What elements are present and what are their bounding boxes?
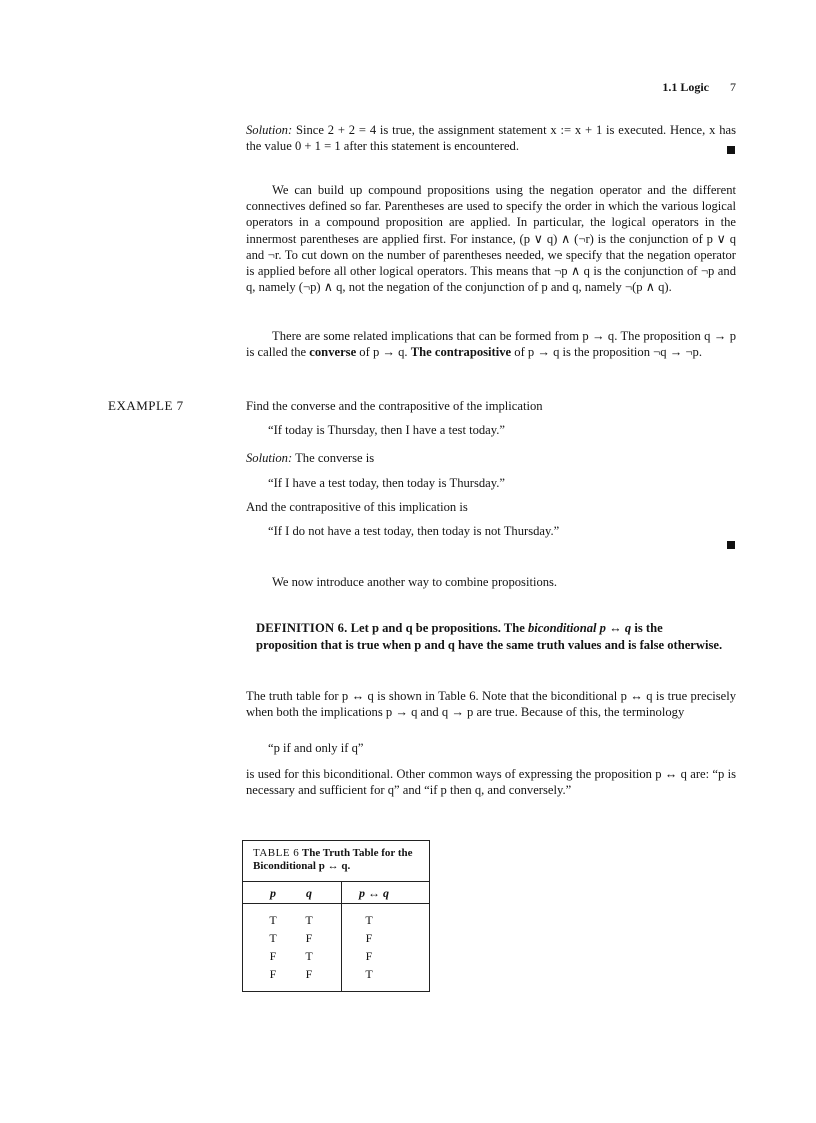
- paragraph-converse-contrapositive: There are some related implications that can be formed from p → q. The proposition q → p is called the converse of p → q. The contrapositive of p → q is the proposition ¬q → ¬p.: [246, 329, 736, 360]
- definition-6: DEFINITION 6. Let p and q be propositions. The biconditional p ↔ q is the proposition that is true when p and q have the same truth values and is false otherwise.: [256, 621, 723, 652]
- table-cell: T: [269, 913, 277, 927]
- table-cell: F: [365, 949, 373, 963]
- paragraph-common-ways: is used for this biconditional. Other common ways of expressing the proposition p ↔ q are: “p is necessary and sufficient for q” and “if p then q, and conversely.”: [246, 767, 736, 798]
- example-solution: [246, 450, 736, 466]
- table-6: [242, 840, 430, 992]
- contrapositive-intro: And the contrapositive of this implication is: [246, 499, 468, 514]
- end-of-example-mark: [727, 541, 735, 549]
- example-quote: “If today is Thursday, then I have a test today.”: [268, 423, 505, 438]
- table-cell: T: [365, 967, 373, 981]
- table-rule-top: [243, 881, 429, 882]
- section-title: 1.1 Logic: [662, 80, 709, 94]
- table-cell: T: [305, 949, 313, 963]
- table-rule-vertical: [341, 881, 342, 991]
- paragraph-truth-table: The truth table for p ↔ q is shown in Table 6. Note that the biconditional p ↔ q is true precisely when both the implications p → q and q → p are true. Because of this, the terminology: [246, 689, 736, 720]
- example-prompt: Find the converse and the contrapositive of the implication: [246, 399, 543, 413]
- paragraph-compound-propositions: We can build up compound propositions using the negation operator and the different connectives defined so far. Parentheses are used to specify the order in which the various logical operators in a compound proposition are applied. In particular, the logical operators in the innermost parentheses are applied first. For instance, (p ∨ q) ∧ (¬r) is the conjunction of p ∨ q and ¬r. To cut down on the number of parentheses needed, we specify that the negation operator is applied before all other logical operators. This means that ¬p ∧ q is the conjunction of ¬p and q, namely (¬p) ∧ q, not the negation of the conjunction of p and q, namely ¬(p ∧ q).: [246, 183, 736, 295]
- table-cell: T: [269, 931, 277, 945]
- term-contrapositive: The contrapositive: [410, 345, 512, 360]
- contrapositive-quote: “If I do not have a test today, then today is not Thursday.”: [268, 524, 560, 539]
- solution-label: Solution:: [246, 123, 293, 137]
- header-q: q: [306, 886, 312, 900]
- table-cell: F: [269, 949, 277, 963]
- quote-if-and-only-if: “p if and only if q”: [268, 741, 364, 755]
- page-number: 7: [730, 80, 736, 94]
- table-label: TABLE 6: [253, 847, 300, 859]
- end-of-solution-mark: [727, 146, 735, 154]
- table-caption: [243, 841, 429, 873]
- table-cell: F: [305, 967, 313, 981]
- solution-example-6: [246, 122, 736, 156]
- table-cell: F: [269, 967, 277, 981]
- running-header: [662, 80, 736, 95]
- table-caption-text: The Truth Table for the Biconditional p ↔ q.: [253, 847, 413, 872]
- solution-text: Since 2 + 2 = 4 is true, the assignment statement x := x + 1 is executed. Hence, x has the value 0 + 1 = 1 after this statement is encountered.: [246, 123, 736, 154]
- example-7-body: [246, 398, 736, 539]
- term-converse: converse: [309, 345, 357, 360]
- solution-label: Solution:: [246, 451, 293, 466]
- converse-quote: “If I have a test today, then today is Thursday.”: [268, 475, 505, 490]
- definition-term: biconditional p ↔ q: [527, 621, 632, 635]
- table-cell: T: [365, 913, 373, 927]
- paragraph-intro-biconditional: We now introduce another way to combine propositions.: [272, 575, 558, 589]
- table-rule-header: [243, 903, 429, 904]
- example-label: EXAMPLE 7: [108, 398, 184, 413]
- header-p-iff-q: p ↔ q: [359, 886, 389, 900]
- definition-title: DEFINITION 6.: [256, 621, 348, 635]
- header-p: p: [270, 886, 276, 900]
- table-cell: F: [305, 931, 313, 945]
- table-cell: F: [365, 931, 373, 945]
- table-cell: T: [305, 913, 313, 927]
- solution-text: The converse is: [295, 451, 375, 466]
